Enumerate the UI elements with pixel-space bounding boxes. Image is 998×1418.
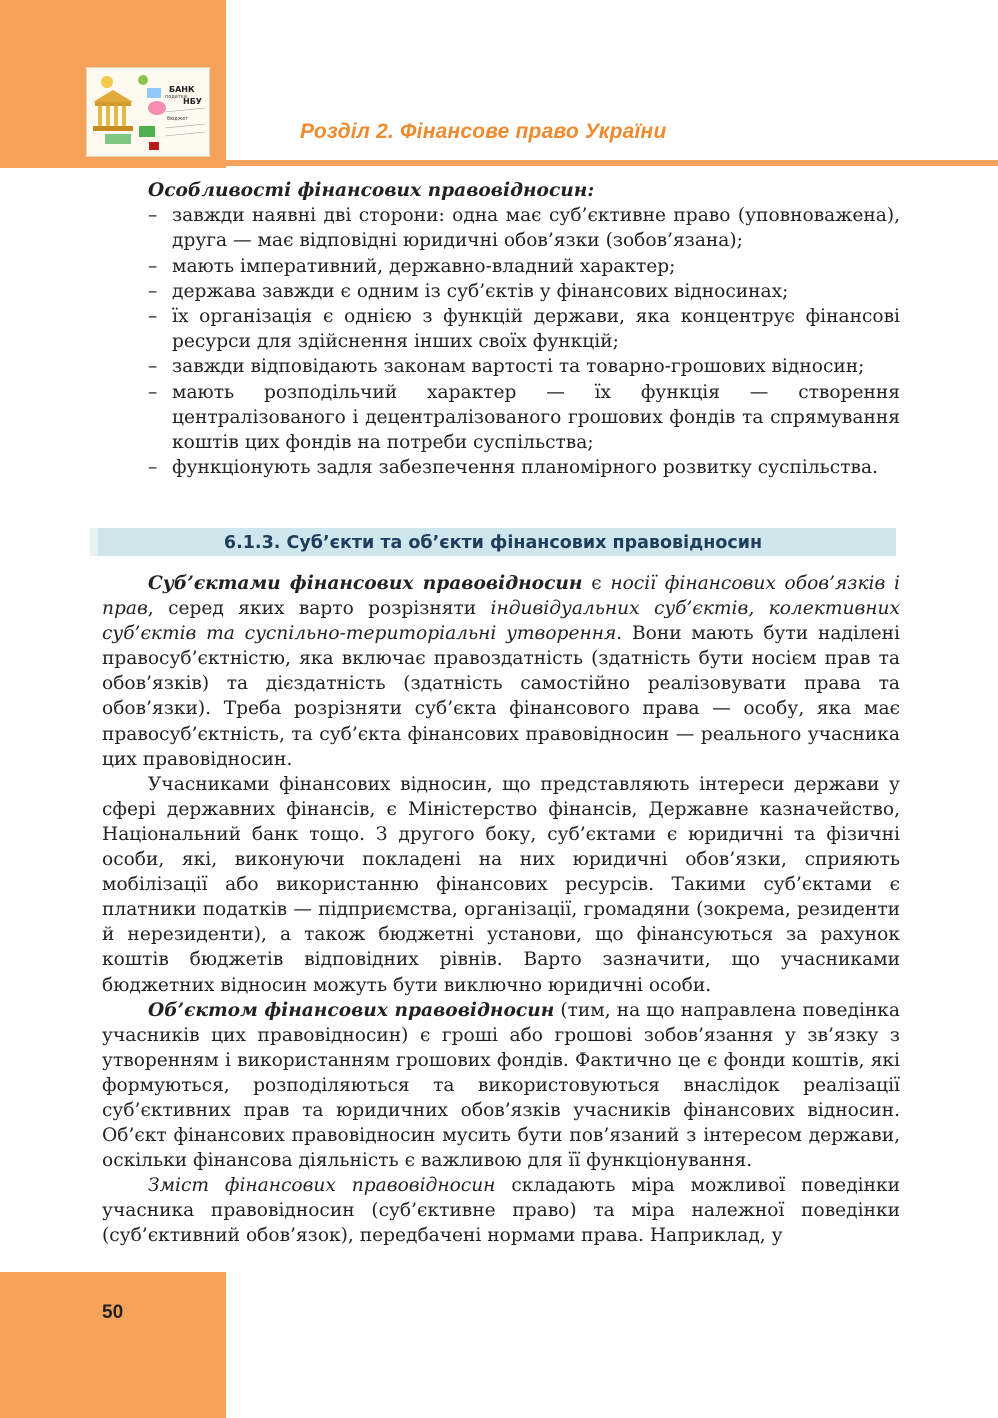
logo-word-taxes: податки xyxy=(165,94,188,100)
emphasis-run: індивідуальних суб’єктів, колективних суб’єктів та суспільно-територіальні утворення xyxy=(102,598,900,645)
section-heading: 6.1.3. Суб’єкти та об’єкти фінансових правовідносин xyxy=(223,533,763,553)
features-list xyxy=(102,203,900,480)
list-item: – функціонують задля забезпечення планомірного розвитку суспільства. xyxy=(148,455,900,480)
features-block xyxy=(102,178,900,480)
text-run: . Вони мають бути наділені правосуб’єктністю, яка включає правоздатність (здатність бути носієм прав та обов’язків) та дієздатність (здатність самостійно реалізовувати права та обов’язки). Треба розрізняти суб’єкта фінансового права — особу, яка має правосуб’єктність, та суб’єкта фінансових правовідносин — реального учасника цих правовідносин. xyxy=(102,623,901,770)
paragraph-content xyxy=(102,1173,900,1248)
finance-collage-icon xyxy=(87,68,209,156)
text-run: , серед яких варто розрізняти xyxy=(147,598,491,620)
page-number: 50 xyxy=(102,1302,124,1323)
chapter-title: Розділ 2. Фінансове право України xyxy=(300,120,667,143)
term-object: Об’єктом фінансових правовідносин xyxy=(148,999,555,1021)
paragraph-object xyxy=(102,998,900,1174)
bank-building-icon xyxy=(93,90,133,131)
list-item: – їх організація є однією з функцій держави, яка концентрує фінансові ресурси для здійснення інших своїх функцій; xyxy=(148,304,900,354)
logo-word-budget: бюджет xyxy=(167,116,189,122)
list-item: – мають імперативний, державно-владний характер; xyxy=(148,254,900,279)
list-item: – держава завжди є одним із суб’єктів у фінансових відносинах; xyxy=(148,279,900,304)
text-run: (тим, на що направлена поведінка учасників цих правовідносин) є гроші або грошові зобов’язання у зв’язку з утворенням і використанням грошових фондів. Фактично це є фонди коштів, які формуються, розподіляються та використовуються внаслідок реалізації суб’єктивних прав та юридичних обов’язків учасників фінансових відносин. Об’єкт фінансових правовідносин мусить бути пов’язаний з інтересом держави, оскільки фінансова діяльність є важливою для її функціонування. xyxy=(102,999,900,1172)
emphasis-run: носії фінансових обов’язків і прав xyxy=(102,573,900,620)
logo-word-bank: БАНК xyxy=(169,85,195,94)
list-item: – завжди наявні дві сторони: одна має суб’єктивне право (уповноважена), друга — має відповідні юридичні обов’язки (зобов’язана); xyxy=(148,203,900,253)
term-content: Зміст фінансових правовідносин xyxy=(148,1175,496,1197)
chapter-logo xyxy=(86,67,210,157)
footer-accent-block xyxy=(0,1272,226,1418)
paragraph-participants: Учасниками фінансових відносин, що представляють інтереси держави у сфері державних фінансів, є Міністерство фінансів, Державне казначейство, Національний банк тощо. З другого боку, суб’єктами є юридичні та фізичні особи, які, виконуючи покладені на них юридичні обов’язки, сприяють мобілізації або використанню фінансових ресурсів. Такими суб’єктами є платники податків — підприємства, організації, громадяни (зокрема, резиденти й нерезиденти), а також бюджетні установи, що фінансуються за рахунок коштів бюджетів відповідних рівнів. Варто зазначити, що учасниками бюджетних відносин можуть бути виключно юридичні особи. xyxy=(102,773,900,996)
list-item: – завжди відповідають законам вартості та товарно-грошових відносин; xyxy=(148,354,900,379)
features-lead xyxy=(148,178,900,203)
list-item: – мають розподільчий характер — їх функція — створення централізованого і децентралізованого грошових фондів та спрямування коштів цих фондів на потреби суспільства; xyxy=(148,380,900,456)
features-lead-text: Особливості фінансових правовідносин xyxy=(148,180,588,201)
term-subjects: Суб’єктами фінансових правовідносин xyxy=(148,573,583,594)
body-text xyxy=(102,571,900,1249)
text-run: складають міра можливої поведінки учасника правовідносин (суб’єктивне право) та міра належної поведінки (суб’єктивний обов’язок), передбачені нормами права. Наприклад, у xyxy=(102,1175,900,1247)
header-rule xyxy=(226,160,998,166)
logo-word-nbu: НБУ xyxy=(183,97,202,106)
text-run: є xyxy=(582,573,611,594)
paragraph-subjects xyxy=(102,571,900,772)
features-lead-colon: : xyxy=(587,180,595,201)
